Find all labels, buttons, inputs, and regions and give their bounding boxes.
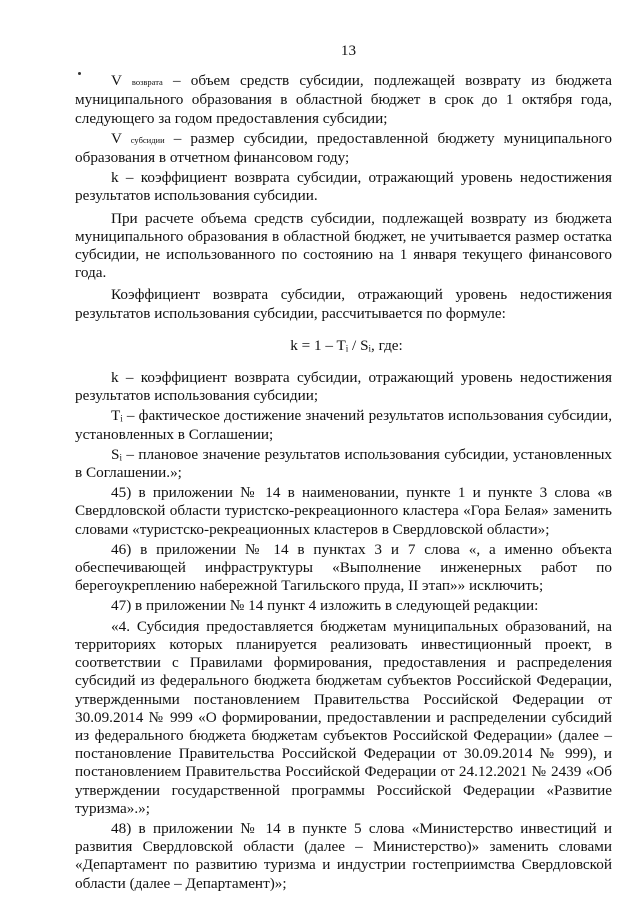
paragraph-coefficient-intro: Коэффициент возврата субсидии, отражающий уровень недостижения результатов использования субсидии, рассчитывается по формуле: xyxy=(75,286,612,322)
var-subscript: субсидии xyxy=(130,134,165,145)
amendment-45: 45) в приложении № 14 в наименовании, пункте 1 и пункте 3 слова «в Свердловской области туристско-рекреационного кластера «Гора Белая» заменить словами «туристско-рекреационных кластеров в Свердловской области»; xyxy=(75,484,612,538)
definition-v-return xyxy=(75,72,612,128)
formula: k = 1 – Tᵢ / Sᵢ, где: xyxy=(290,336,403,354)
page-number: 13 xyxy=(340,42,357,59)
formula-def-s: Sᵢ – плановое значение результатов использования субсидии, установленных в Соглашении.»; xyxy=(75,445,612,482)
amendment-47: 47) в приложении № 14 пункт 4 изложить в следующей редакции: xyxy=(111,597,539,615)
definition-v-subsidy xyxy=(75,130,612,167)
definition-text: – коэффициент возврата субсидии, отражающий уровень недостижения результатов использования субсидии. xyxy=(75,169,612,205)
definition-text: – размер субсидии, предоставленной бюджету муниципального образования в отчетном финансовом году; xyxy=(75,129,612,167)
formula-def-k: k – коэффициент возврата субсидии, отражающий уровень недостижения результатов использования субсидии; xyxy=(75,369,612,405)
amendment-47-quote: «4. Субсидия предоставляется бюджетам муниципальных образований, на территориях которых планируется реализовать инвестиционный проект, в соответствии с Правилами формирования, предоставления и распределения субсидий из федерального бюджета бюджетам субъектов Российской Федерации, утвержденными постановлением Правительства Российской Федерации от 30.09.2014 № 999 «О формировании, предоставлении и распределении субсидий из федерального бюджета бюджетам субъектов Российской Федерации» (далее – постановление Правительства Российской Федерации от 30.09.2014 № 999), и постановлением Правительства Российской Федерации от 24.12.2021 № 2439 «Об утверждении государственной программы Российской Федерации «Развитие туризма».»; xyxy=(75,617,612,817)
scan-dot xyxy=(78,72,81,75)
var-symbol: V xyxy=(111,72,132,90)
var-symbol: V xyxy=(111,129,131,147)
definition-k xyxy=(75,169,612,205)
var-symbol: k xyxy=(111,169,119,187)
definition-text: – объем средств субсидии, подлежащей возврату из бюджета муниципального образования в областной бюджет в срок до 1 октября года, следующего за годом предоставления субсидии; xyxy=(75,72,612,127)
amendment-48: 48) в приложении № 14 в пункте 5 слова «Министерство инвестиций и развития Свердловской области (далее – Министерство)» заменить словами «Департамент по развитию туризма и индустрии гостеприимства Свердловской области (далее – Департамент)»; xyxy=(75,819,612,892)
var-subscript: возврата xyxy=(131,77,163,88)
formula-def-t: Tᵢ – фактическое достижение значений результатов использования субсидии, установленных в Соглашении; xyxy=(75,407,612,443)
paragraph-remainder: При расчете объема средств субсидии, подлежащей возврату из бюджета муниципального образования в областной бюджет, не учитывается размер остатка субсидии, не использованного по состоянию на 1 января текущего финансового года. xyxy=(75,209,612,282)
amendment-46: 46) в приложении № 14 в пунктах 3 и 7 слова «, а именно объекта обеспечивающей инфраструктуры «Выполнение инженерных работ по берегоукреплению набережной Тагильского пруда, II этап»» исключить; xyxy=(75,540,612,595)
